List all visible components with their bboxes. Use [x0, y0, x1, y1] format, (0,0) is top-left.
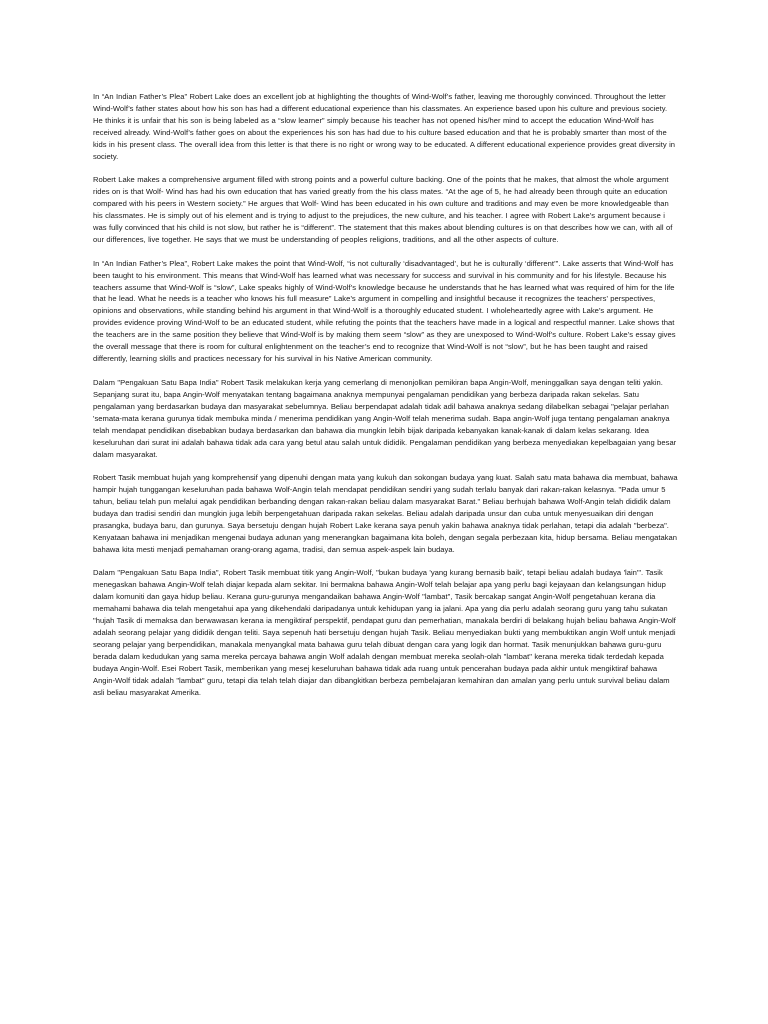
paragraph-6: Dalam "Pengakuan Satu Bapa India", Robert Tasik membuat titik yang Angin-Wolf, "bukan budaya 'yang kurang bernasib baik', tetapi beliau adalah budaya 'lain'". Tasik menegaskan bahawa Angin-Wolf telah diajar kepada alam sekitar. Ini bermakna bahawa Angin-Wolf telah belajar apa yang perlu bagi kejayaan dan kelangsungan hidup dalam komuniti dan gaya hidup beliau. Kerana guru-gurunya mengandaikan bahawa Angin-Wolf "lambat", Tasik bercakap sangat Angin-Wolf pengetahuan kerana dia memahami bahawa dia telah mengetahui apa yang dikehendaki daripadanya untuk kehidupan yang ia jalani. Apa yang dia perlu adalah seorang guru yang tahu sukatan "hujah Tasik di memaksa dan berwawasan kerana ia mengiktiraf perspektif, pendapat guru dan pemerhatian, manakala berdiri di belakang hujah beliau bahawa Angin-Wolf adalah seorang pelajar yang dididik dengan teliti. Saya sepenuh hati bersetuju dengan hujah Tasik. Beliau menyediakan bukti yang membuktikan angin Wolf untuk menjadi seorang pelajar yang berpendidikan, manakala menyangkal mata bahawa guru telah dibuat dengan cara yang logik dan hormat. Tasik menunjukkan bahawa guru-guru berada dalam kedudukan yang sama mereka percaya bahawa angin Wolf adalah dengan membuat mereka seolah-olah "lambat" kerana mereka tidak terdedah kepada budaya Angin-Wolf. Esei Robert Tasik, memberikan yang mesej keseluruhan bahawa tidak ada ruang untuk pencerahan budaya pada akhir untuk mengiktiraf bahawa Angin-Wolf tidak adalah "lambat" guru, tetapi dia telah telah diajar dan dibangkitkan berbeza pembelajaran kemahiran dan amalan yang perlu untuk survival beliau dalam asli beliau masyarakat Amerika. — [93, 568, 676, 697]
paragraph-2: Robert Lake makes a comprehensive argument filled with strong points and a powerful culture backing. One of the points that he makes, that almost the whole argument rides on is that Wolf- Wind has had his own education that has varied greatly from the his class mates. “At the age of 5, he had already been through quite an education compared with his peers in Western society.” He argues that Wolf- Wind has been educated in his own culture and traditions and may even be more knowledgeable than his classmates. He is simply out of his element and is trying to adjust to the prejudices, the new culture, and his teacher. I agree with Robert Lake’s argument because i was fully convinced that his child is not slow, but rather he is “different”. The statement that this makes about blending cultures is on that describes how we can, with all of our differences, live together. He says that we must be understanding of peoples religions, traditions, and all the other aspects of culture. — [93, 175, 673, 245]
paragraph-4: Dalam "Pengakuan Satu Bapa India" Robert Tasik melakukan kerja yang cemerlang di menonjolkan pemikiran bapa Angin-Wolf, meninggalkan saya dengan teliti yakin. Sepanjang surat itu, bapa Angin-Wolf menyatakan tentang bagaimana anaknya mempunyai pengalaman pendidikan yang berbeza daripada rakan sekelas. Satu pengalaman yang berdasarkan budaya dan masyarakat sebelumnya. Beliau berpendapat adalah tidak adil bahawa anaknya sedang dilabelkan sebagai "pelajar perlahan 'semata-mata kerana gurunya tidak membuka minda / menerima pendidikan yang Angin-Wolf telah menerima sudah. Bapa angin-Wolf juga tentang pengalaman anaknya telah mendapat pendidikan disebabkan budaya berdasarkan dan bahawa dia mungkin lebih bijak daripada kebanyakan kanak-kanak di dalam kelas sekarang. Idea keseluruhan dari surat ini adalah bahawa tidak ada cara yang betul atau salah untuk dididik. Pengalaman pendidikan yang berbeza menyediakan kepelbagaian yang besar dalam masyarakat. — [93, 377, 677, 459]
paragraph-3: In “An Indian Father’s Plea”, Robert Lake makes the point that Wind-Wolf, “is not culturally ‘disadvantaged’, but he is culturally ‘different’”. Lake asserts that Wind-Wolf has been taught to his environment. This means that Wind-Wolf has learned what was necessary for success and survival in his community and for his lifestyle. Because his teachers assume that Wind-Wolf is “slow”, Lake speaks highly of Wind-Wolf’s knowledge because he understands that he has learned what was required of him for the life that he lead. What he needs is a teacher who knows his full measure” Lake’s argument in compelling and insightful because it recognizes the teachers’ perspectives, opinions and observations, while standing behind his argument in that Wind-Wolf is a thoroughly educated student. I wholeheartedly agree with Lake’s argument. He provides evidence proving Wind-Wolf to be an educated student, while refuting the points that the teachers have made in a logical and respectful manner. Lake shows that the teachers are in the same position they believe that Wind-Wolf is by making them seem “slow” as they are unexposed to Wind-Wolf’s culture. Robert Lake’s essay gives the overall message that there is room for cultural enlightenment on the teacher’s end to recognize that Wind-Wolf is not “slow”, but he has been taught and raised differently, learning skills and practices necessary for his survival in his Native American community. — [93, 258, 676, 364]
document-body — [93, 91, 678, 710]
paragraph-1: In “An Indian Father’s Plea” Robert Lake does an excellent job at highlighting the thoughts of Wind-Wolf’s father, leaving me thoroughly convinced. Throughout the letter Wind-Wolf’s father states about how his son has had a different educational experience than his classmates. An experience based upon his culture and previous society. He thinks it is unfair that his son is being labeled as a “slow learner” simply because his teacher has not opened his/her mind to accept the education Wind-Wolf has received already. Wind-Wolf’s father goes on about the experiences his son has had due to his culture based education and that he is probably smarter than most of the kids in his present class. The overall idea from this letter is that there is no right or wrong way to be educated. A different educational experience provides great diversity in society. — [93, 92, 676, 161]
paragraph-5: Robert Tasik membuat hujah yang komprehensif yang dipenuhi dengan mata yang kukuh dan sokongan budaya yang kuat. Salah satu mata bahawa dia membuat, bahawa hampir hujah tunggangan keseluruhan pada bahawa Wolf-Angin telah mendapat pendidikan sendiri yang sudah terlalu banyak dari rakan-rakan kelasnya. "Pada umur 5 tahun, beliau telah pun melalui agak pendidikan berbanding dengan rakan-rakan beliau dalam masyarakat Barat." Beliau berhujah bahawa Wolf-Angin telah dididik dalam budaya dan tradisi sendiri dan mungkin juga lebih berpengetahuan daripada rakan sekelas. Beliau adalah daripada unsur dan cuba untuk menyesuaikan diri dengan prasangka, budaya baru, dan gurunya. Saya bersetuju dengan hujah Robert Lake kerana saya penuh yakin bahawa anaknya tidak perlahan, tetapi dia adalah "berbeza". Kenyataan bahawa ini menjadikan mengenai budaya adunan yang menerangkan bagaimana kita boleh, dengan segala perbezaan kita, hidup bersama. Beliau mengatakan bahawa kita mesti menjadi pemahaman orang-orang agama, tradisi, dan semua aspek-aspek lain budaya. — [93, 473, 678, 554]
